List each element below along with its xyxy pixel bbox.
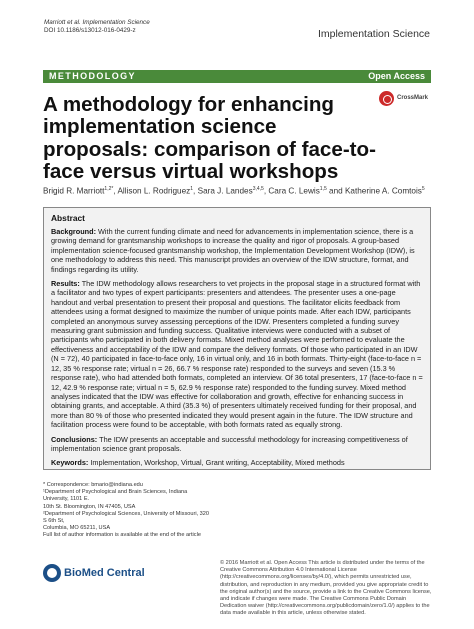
affiliation-line: ²Department of Psychological Sciences, University of Missouri, 320 S 6th St, (43, 510, 210, 525)
affiliation-line: Columbia, MO 65211, USA (43, 525, 111, 532)
keywords-text: Implementation, Workshop, Virtual, Grant writing, Acceptability, Mixed methods (88, 458, 345, 468)
author-name[interactable]: Sara J. Landes (197, 186, 253, 196)
license-text: © 2016 Marriott et al. Open Access This article is distributed under the terms of the Creative Commons Attribution 4.0 International License (http://creativecommons.org/licenses/by/4.0/), which permits unrestricted use, distribution, and reproduction in any medium, provided you give appropriate credit to the original author(s) and the source, provide a link to the Creative Commons license, and indicate if changes were made. The Creative Commons Public Domain Dedication waiver (http://creativecommons.org/publicdomain/zero/1.0/) applies to the data made available in this article, unless otherwise stated. (220, 560, 432, 617)
abstract-box (43, 207, 431, 470)
abstract-section-text: With the current funding climate and need for advancements in implementation science, there is a growing demand for grantsmanship workshops to increase the quality and rigor of proposals. A group-based implementation science-focused grantsmanship workshop, the Implementation Development Workshop (IDW), is one methodology to address this need. This manuscript provides an overview of the IDW structure, format, and findings regarding its utility. (51, 227, 415, 274)
author-separator: , (193, 186, 198, 196)
publisher-name: BioMed Central (64, 567, 145, 579)
author-list (43, 184, 443, 197)
author-name[interactable]: Cara C. Lewis (268, 186, 320, 196)
author-affiliation-mark: 5 (421, 186, 425, 192)
abstract-section-label: Results: (51, 279, 80, 289)
author-separator: and (326, 186, 345, 196)
author-affiliation-mark: 1 (190, 186, 194, 192)
crossmark-badge[interactable] (379, 91, 434, 107)
crossmark-label: CrossMark (397, 95, 429, 101)
abstract-section-label: Conclusions: (51, 434, 98, 444)
correspondence-line[interactable]: * Correspondence: bmario@indiana.edu (43, 482, 143, 488)
running-header (44, 19, 150, 36)
abstract-section (51, 435, 423, 454)
abstract-heading: Abstract (51, 213, 85, 223)
abstract-section-label: Background: (51, 227, 96, 236)
author-separator: , (113, 186, 118, 196)
abstract-section-text: The IDW methodology allows researchers to vet projects in the proposal stage in a structured format with a facilitator and two types of expert participants: presenters and attendees. The presenter uses a one-page handout and verbal presentation to present their proposal and questions. The facilitator elicits feedback from attendees using a format designed to maximize the number of unique points made. After each IDW, participants completed an anonymous survey assessing perceptions of the IDW. Presenters completed a funding survey measuring grant submission and funding success. Qualitative interviews were conducted with a subset of participants who participated in both delivery formats. Mixed method analyses were performed to evaluate the effectiveness and acceptability of the IDW and compare the delivery formats. Of those who participated in an IDW (N = 72), 40 participated in face-to-face only, 16 in virtual only, and 16 in both formats. Thirty-eight (face-to-face n = 12, 35 % response rate; virtual n = 26, 66.7 % response rate) responded to the surveys and seven (15.3 % response rate), who had attended both formats, completed an interview. Of 36 total presenters, 17 (face-to-face n = 12, 42.9 % response rate; virtual n = 5, 62.9 % response rate) responded to the funding survey. Mixed method analyses indicated that the IDW was effective for collaboration and growth, effective for enhancing success in obtaining grants, and acceptable. A third (35.3 %) of presenters ultimately received funding for their proposal, and more than 80 % of those who presented indicated they would present again in the future. The IDW structure and facilitation process were found to be acceptable, with both formats rated as equally strong. (51, 279, 423, 430)
biomed-central-logo (43, 563, 145, 585)
author-affiliation-mark: 3,4,5 (252, 186, 264, 192)
affiliation-line: 10th St. Bloomington, IN 47405, USA (43, 503, 136, 510)
bmc-swoosh-icon (43, 564, 61, 582)
author-name[interactable]: Katherine A. Comtois (344, 186, 422, 196)
journal-citation: Marriott et al. Implementation Science (44, 19, 150, 26)
doi[interactable]: DOI 10.1186/s13012-016-0429-z (44, 27, 136, 35)
author-info-note: Full list of author information is available at the end of the article (43, 532, 201, 539)
open-access-label: Open Access (368, 71, 425, 81)
abstract-section (51, 279, 423, 430)
author-separator: , (263, 186, 269, 196)
section-label: METHODOLOGY (49, 71, 136, 81)
footnotes (43, 482, 213, 540)
abstract-section (51, 227, 423, 274)
affiliation-line: ¹Department of Psychological and Brain Sciences, Indiana University, 1101 E. (43, 489, 188, 503)
section-banner (43, 70, 431, 83)
keywords-label: Keywords: (51, 458, 89, 468)
article-title: A methodology for enhancing implementation science proposals: comparison of face-to-face versus virtual workshops (43, 93, 376, 184)
author-name[interactable]: Brigid R. Marriott (43, 186, 105, 196)
abstract-section-text: The IDW presents an acceptable and successful methodology for increasing competitiveness of implementation science grant proposals. (51, 434, 408, 453)
author-name[interactable]: Allison L. Rodriguez (117, 186, 191, 196)
journal-name: Implementation Science (317, 28, 430, 40)
crossmark-icon (379, 91, 394, 106)
author-affiliation-mark: 1,5 (319, 186, 327, 192)
abstract-keywords (51, 458, 423, 467)
author-affiliation-mark: 1,2* (104, 186, 114, 192)
